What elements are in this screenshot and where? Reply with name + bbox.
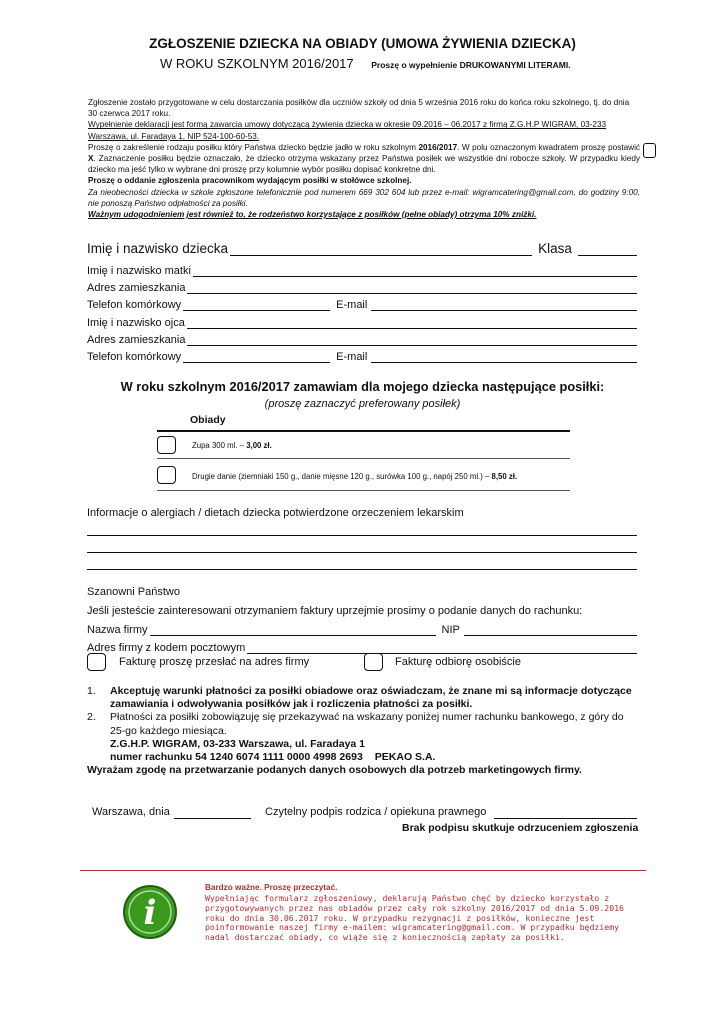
mother-phone-label: Telefon komórkowy [87, 299, 182, 311]
mother-phone-row [87, 295, 637, 311]
info-divider [80, 870, 646, 871]
company-label: Nazwa firmy [87, 624, 148, 636]
father-email-field[interactable] [371, 351, 637, 363]
invoice-request: Jeśli jesteście zainteresowani otrzymaniem faktury uprzejmie prosimy o podanie danych do rachunku: [87, 605, 583, 617]
father-address-label: Adres zamieszkania [87, 334, 186, 346]
signature-warning: Brak podpisu skutkuje odrzuceniem zgłoszenia [402, 822, 639, 834]
nip-label: NIP [441, 624, 460, 636]
meal-category: Obiady [190, 414, 226, 426]
intro-absence: Za nieobecności dziecka w szkole zgłoszone telefonicznie pod numerem 669 302 604 lub przez e-mail: wigramcatering@gmail.com, do godziny 9:00, nie ponoszą Państwo odpłatności za posiłki. [88, 187, 640, 208]
table-bottom-rule [157, 490, 570, 491]
mother-phone-field[interactable] [183, 299, 330, 311]
term-2: 2. Płatności za posiłki zobowiązuję się przekazywać na wskazany poniżej numer rachunku bankowego, z góry do 25-go każdego miesiąca. [87, 711, 624, 737]
company-address-row [87, 638, 637, 654]
father-name-row [87, 313, 637, 329]
class-label: Klasa [538, 241, 572, 256]
father-email-label: E-mail [336, 351, 368, 363]
info-icon [122, 884, 178, 940]
mother-name-label: Imię i nazwisko matki [87, 265, 191, 277]
table-row-rule [157, 458, 570, 459]
nip-field[interactable] [464, 624, 637, 636]
invoice-greeting: Szanowni Państwo [87, 586, 180, 598]
info-icon-letter: i [143, 893, 157, 933]
father-phone-field[interactable] [183, 351, 330, 363]
child-name-field[interactable] [230, 244, 532, 256]
company-row [87, 620, 637, 636]
send-invoice-checkbox[interactable] [87, 653, 106, 671]
mother-name-row [87, 261, 637, 277]
orders-subheading: (proszę zaznaczyć preferowany posiłek) [264, 398, 461, 410]
mother-address-field[interactable] [187, 282, 637, 294]
soup-checkbox[interactable] [157, 436, 176, 454]
class-field[interactable] [578, 244, 637, 256]
company-field[interactable] [150, 624, 436, 636]
mother-name-field[interactable] [193, 265, 637, 277]
school-year: W ROKU SZKOLNYM 2016/2017 [160, 56, 354, 71]
main-course-checkbox[interactable] [157, 466, 176, 484]
child-name-row [87, 240, 637, 256]
company-address-field[interactable] [247, 642, 637, 654]
mother-address-row [87, 278, 637, 294]
father-address-row [87, 330, 637, 346]
intro-period: Zgłoszenie zostało przygotowane w celu dostarczania posiłków dla uczniów szkoły od dnia 5 września 2016 roku do końca roku szkolnego, tj. do dnia 30 czerwca 2017 roku. [88, 98, 630, 119]
soup-option: Zupa 300 ml. – 3,00 zł. [192, 441, 272, 450]
term-1: 1. Akceptuję warunki płatności za posiłki obiadowe oraz oświadczam, że znane mi są informacje dotyczące zamawiania i odwoływania posiłków jak i rozliczenia płatności za posiłki. [87, 685, 632, 711]
orders-heading: W roku szkolnym 2016/2017 zamawiam dla mojego dziecka następujące posiłki: [120, 379, 605, 394]
table-top-rule [157, 430, 570, 432]
mother-email-label: E-mail [336, 299, 368, 311]
intro-contract: Wypełnienie deklaracji jest formą zawarcia umowy dotyczącą żywienia dziecka w okresie 09.2016 – 06.2017 z firmą Z.G.H.P WIGRAM, 03-233 Warszawa, ul. Faradaya 1, NIP 524-100-60-53. [88, 120, 607, 141]
allergy-line-3[interactable] [87, 569, 637, 570]
company-address-label: Adres firmy z kodem pocztowym [87, 642, 246, 654]
company-info: Z.G.H.P. WIGRAM, 03-233 Warszawa, ul. Faradaya 1 [110, 737, 366, 750]
pickup-invoice-label: Fakturę odbiorę osobiście [395, 656, 521, 668]
intro-instruction: Proszę o zakreślenie rodzaju posiłku który Państwa dziecko będzie jadło w roku szkolnym 2016/2017. W polu oznaczonym kwadratem proszę postawić X. Zaznaczenie posiłku będzie oznaczało, że dziecko otrzyma wskazany przez Państwa posiłek we wszystkie dni robocze szkoły. W przypadku kiedy dziecko ma jeść tylko w wybrane dni proszę przy kolumnie wybór posiłku dopisać konkretne dni. [88, 142, 640, 175]
intro-discount: Ważnym udogodnieniem jest również to, że rodzeństwo korzystające z posiłków (pełne obiady) otrzyma 10% zniżki. [88, 210, 537, 220]
signature-label: Czytelny podpis rodzica / opiekuna prawnego [265, 806, 487, 818]
main-course-option: Drugie danie (ziemniaki 150 g., danie mięsne 120 g., surówka 100 g., napój 250 ml.) – 8,50 zł. [192, 472, 518, 481]
example-checkbox [643, 143, 656, 158]
date-field[interactable] [174, 807, 251, 819]
pickup-invoice-checkbox[interactable] [364, 653, 383, 671]
info-title: Bardzo ważne. Proszę przeczytać. [205, 883, 338, 892]
form-title: ZGŁOSZENIE DZIECKA NA OBIADY (UMOWA ŻYWIENIA DZIECKA) [149, 36, 576, 51]
marketing-consent: Wyrażam zgodę na przetwarzanie podanych danych osobowych dla potrzeb marketingowych firmy. [87, 764, 582, 777]
signature-field[interactable] [494, 807, 637, 819]
allergy-line-2[interactable] [87, 552, 637, 553]
bank-account: numer rachunku 54 1240 6074 1111 0000 4998 2693 PEKAO S.A. [110, 751, 436, 764]
school-year-line [160, 56, 571, 71]
intro-return: Proszę o oddanie zgłoszenia pracownikom wydającym posiłki w stołówce szkolnej. [88, 176, 412, 186]
father-address-field[interactable] [187, 334, 637, 346]
allergy-label: Informacje o alergiach / dietach dziecka potwierdzone orzeczeniem lekarskim [87, 507, 464, 519]
intro-text [88, 97, 640, 220]
mother-email-field[interactable] [371, 299, 637, 311]
fill-instruction: Proszę o wypełnienie DRUKOWANYMI LITERAMI. [371, 60, 571, 70]
info-body: Wypełniając formularz zgłoszeniowy, deklarują Państwo chęć by dziecko korzystało z przygotowywanych przez nas obiadów przez cały rok szkolny 2016/2017 od dnia 5.09.2016 roku do dnia 30.06.2017 roku. W przypadku rezygnacji z posiłków, konieczne jest poinformowanie naszej firmy e-mailem: wigramcatering@gmail.com. W przypadku będziemy nadal dostarczać obiady, co wiąże się z koniecznością zapłaty za posiłki. [205, 893, 624, 943]
send-invoice-label: Fakturę proszę przesłać na adres firmy [119, 656, 310, 668]
child-name-label: Imię i nazwisko dziecka [87, 241, 229, 256]
mother-address-label: Adres zamieszkania [87, 282, 186, 294]
father-phone-label: Telefon komórkowy [87, 351, 182, 363]
father-phone-row [87, 347, 637, 363]
terms-list [87, 685, 639, 777]
place-date-label: Warszawa, dnia [92, 806, 170, 818]
allergy-line-1[interactable] [87, 535, 637, 536]
father-name-label: Imię i nazwisko ojca [87, 317, 185, 329]
father-name-field[interactable] [187, 317, 637, 329]
